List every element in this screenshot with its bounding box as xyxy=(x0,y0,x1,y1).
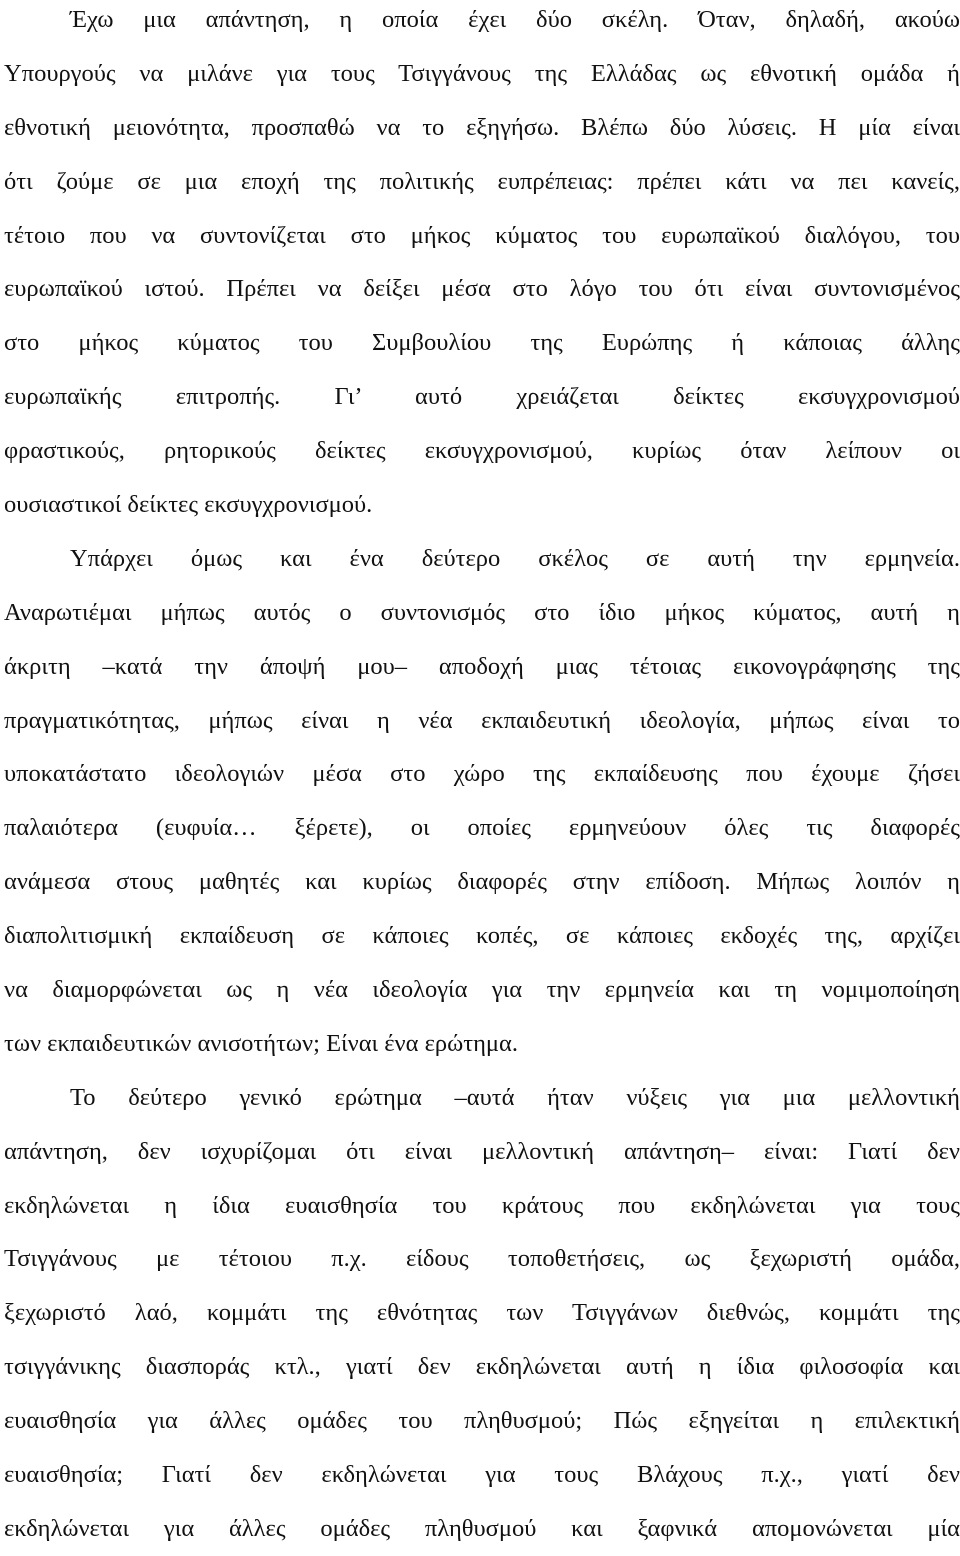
text-line: των εκπαιδευτικών ανισοτήτων; Είναι ένα ερώτημα. xyxy=(4,1029,518,1057)
text-line: ανάμεσα στους μαθητές και κυρίως διαφορές στην επίδοση. Μήπως λοιπόν η xyxy=(4,868,960,896)
text-line: ευαισθησία για άλλες ομάδες του πληθυσμού; Πώς εξηγείται η επιλεκτική xyxy=(4,1407,960,1435)
paragraph-2 xyxy=(4,532,960,1071)
text-line: Το δεύτερο γενικό ερώτημα –αυτά ήταν νύξεις για μια μελλοντική xyxy=(70,1083,960,1111)
document-body xyxy=(4,0,960,1556)
text-line: εκδηλώνεται η ίδια ευαισθησία του κράτους που εκδηλώνεται για τους xyxy=(4,1191,960,1219)
text-line: ευαισθησία; Γιατί δεν εκδηλώνεται για τους Βλάχους π.χ., γιατί δεν xyxy=(4,1461,960,1489)
text-line: φραστικούς, ρητορικούς δείκτες εκσυγχρονισμού, κυρίως όταν λείπουν οι xyxy=(4,437,960,465)
text-line: Υπουργούς να μιλάνε για τους Τσιγγάνους της Ελλάδας ως εθνοτική ομάδα ή xyxy=(4,59,960,87)
text-line: ότι ζούμε σε μια εποχή της πολιτικής ευπρέπειας: πρέπει κάτι να πει κανείς, xyxy=(4,167,960,195)
text-line: πραγματικότητας, μήπως είναι η νέα εκπαιδευτική ιδεολογία, μήπως είναι το xyxy=(4,706,960,734)
text-line: Αναρωτιέμαι μήπως αυτός ο συντονισμός στο ίδιο μήκος κύματος, αυτή η xyxy=(4,598,960,626)
text-line: άκριτη –κατά την άποψή μου– αποδοχή μιας τέτοιας εικονογράφησης της xyxy=(4,652,960,680)
text-line: ευρωπαϊκού ιστού. Πρέπει να δείξει μέσα στο λόγο του ότι είναι συντονισμένος xyxy=(4,275,960,303)
text-line: ουσιαστικοί δείκτες εκσυγχρονισμού. xyxy=(4,491,373,519)
text-line: διαπολιτισμική εκπαίδευση σε κάποιες κοπές, σε κάποιες εκδοχές της, αρχίζει xyxy=(4,922,960,950)
text-line: υποκατάστατο ιδεολογιών μέσα στο χώρο της εκπαίδευσης που έχουμε ζήσει xyxy=(4,760,960,788)
text-line: τσιγγάνικης διασποράς κτλ., γιατί δεν εκδηλώνεται αυτή η ίδια φιλοσοφία και xyxy=(4,1353,960,1381)
text-line: εθνοτική μειονότητα, προσπαθώ να το εξηγήσω. Βλέπω δύο λύσεις. Η μία είναι xyxy=(4,113,960,141)
text-line: ξεχωριστό λαό, κομμάτι της εθνότητας των Τσιγγάνων διεθνώς, κομμάτι της xyxy=(4,1299,960,1327)
text-line: Έχω μια απάντηση, η οποία έχει δύο σκέλη. Όταν, δηλαδή, ακούω xyxy=(70,6,960,33)
text-line: παλαιότερα (ευφυία… ξέρετε), οι οποίες ερμηνεύουν όλες τις διαφορές xyxy=(4,814,960,842)
text-line: στο μήκος κύματος του Συμβουλίου της Ευρώπης ή κάποιας άλλης xyxy=(4,329,960,357)
text-line: Υπάρχει όμως και ένα δεύτερο σκέλος σε αυτή την ερμηνεία. xyxy=(70,544,960,572)
text-line: Τσιγγάνους με τέτοιου π.χ. είδους τοποθετήσεις, ως ξεχωριστή ομάδα, xyxy=(4,1245,960,1273)
paragraph-3 xyxy=(4,1071,960,1556)
text-line: εκδηλώνεται για άλλες ομάδες πληθυσμού και ξαφνικά απομονώνεται μία xyxy=(4,1514,960,1542)
paragraph-1 xyxy=(4,0,960,532)
text-line: ευρωπαϊκής επιτροπής. Γι’ αυτό χρειάζεται δείκτες εκσυγχρονισμού xyxy=(4,383,960,411)
text-line: απάντηση, δεν ισχυρίζομαι ότι είναι μελλοντική απάντηση– είναι: Γιατί δεν xyxy=(4,1137,960,1165)
text-line: τέτοιο που να συντονίζεται στο μήκος κύματος του ευρωπαϊκού διαλόγου, του xyxy=(4,221,960,249)
text-line: να διαμορφώνεται ως η νέα ιδεολογία για την ερμηνεία και τη νομιμοποίηση xyxy=(4,976,960,1004)
